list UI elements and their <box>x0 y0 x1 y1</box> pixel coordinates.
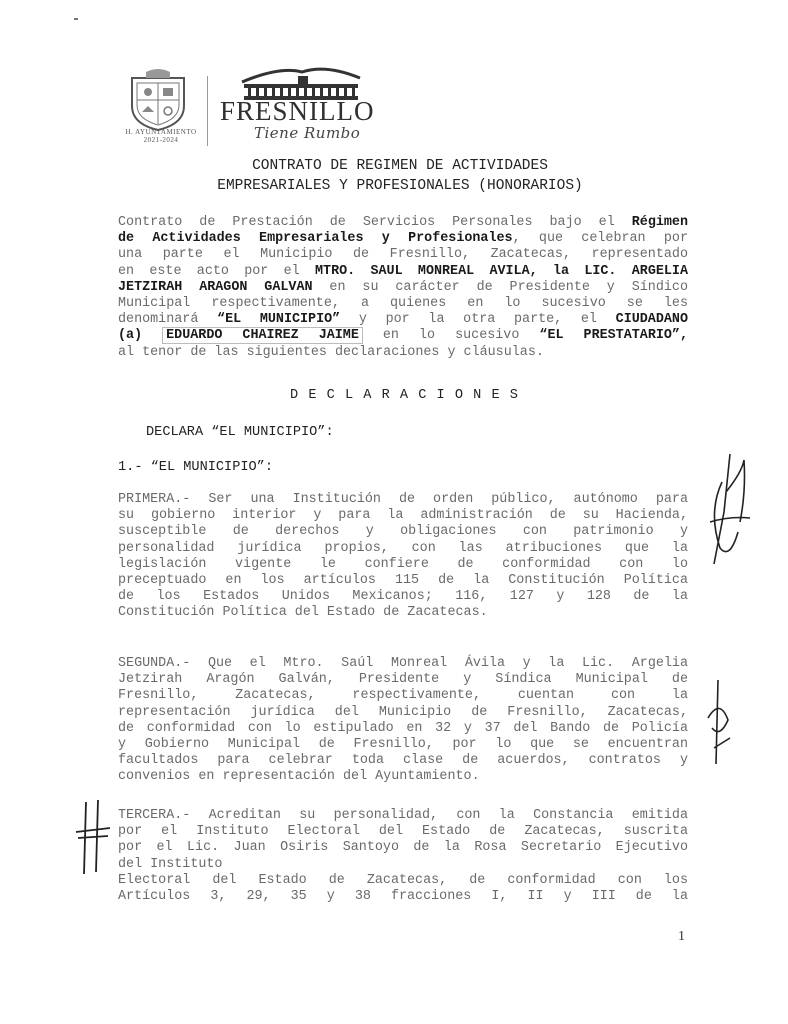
intro-text: en lo sucesivo <box>362 328 540 344</box>
document-title-line2: EMPRESARIALES Y PROFESIONALES (HONORARIOS) <box>217 178 583 194</box>
brand-name: FRESNILLO <box>220 96 375 126</box>
brand-tagline: Tiene Rumbo <box>254 124 361 142</box>
signature-initials-icon <box>74 798 114 878</box>
section-heading: 1.- “EL MUNICIPIO”: <box>118 460 273 475</box>
clause-tercera <box>118 808 688 905</box>
clause-line: personalidad jurídica propios, con las atribuciones que la <box>118 540 688 556</box>
header-divider <box>207 76 208 146</box>
clause-line: de conformidad con lo estipulado en 32 y 37 del Bando de Policía <box>118 720 688 736</box>
signature-initials-icon <box>700 452 756 570</box>
intro-line <box>118 231 688 247</box>
clause-line: facultados para celebrar toda clase de acuerdos, contratos y <box>118 753 688 769</box>
intro-text: , que celebran por <box>512 231 688 247</box>
intro-bold: de Actividades Empresariales y Profesionales <box>118 231 513 247</box>
clause-line: convenios en representación del Ayuntamiento. <box>118 769 480 785</box>
intro-bold: (a) <box>118 328 143 344</box>
intro-line: al tenor de las siguientes declaraciones y cláusulas. <box>118 344 544 360</box>
seal-caption: H. AYUNTAMIENTO 2021-2024 <box>125 128 197 144</box>
declara-heading: DECLARA “EL MUNICIPIO”: <box>146 425 334 440</box>
intro-text: en este acto por el <box>118 263 315 279</box>
clause-line: representación jurídica del Municipio de Fresnillo, Zacatecas, <box>118 704 688 720</box>
clause-line: Electoral del Estado de Zacatecas, de conformidad con los <box>118 872 688 888</box>
intro-bold: “EL PRESTATARIO”, <box>539 328 689 344</box>
prestatario-name: EDUARDO CHAIREZ JAIME <box>162 327 363 344</box>
intro-line <box>118 264 688 280</box>
intro-line: Municipal respectivamente, a quienes en lo sucesivo se les <box>118 295 688 311</box>
clause-segunda <box>118 656 688 786</box>
intro-line <box>118 312 688 328</box>
clause-line: su gobierno interior y para la administración de su Hacienda, <box>118 508 688 524</box>
page-number: 1 <box>678 929 685 944</box>
declaraciones-heading: D E C L A R A C I O N E S <box>290 388 519 403</box>
clause-primera <box>118 492 688 622</box>
intro-text: y por la otra parte, el <box>340 312 616 328</box>
intro-text: denominará <box>118 312 218 328</box>
clause-line: por el Instituto Electoral del Estado de Zacatecas, suscrita <box>118 824 688 840</box>
scan-speck <box>74 18 78 20</box>
document-title-line1: CONTRATO DE REGIMEN DE ACTIVIDADES <box>252 158 548 174</box>
clause-line: y Gobierno Municipal de Fresnillo, por lo que se encuentran <box>118 736 688 752</box>
signature-initials-icon <box>700 678 740 768</box>
clause-line: SEGUNDA.- Que el Mtro. Saúl Monreal Ávila y la Lic. Argelia <box>118 656 688 671</box>
intro-bold: “EL MUNICIPIO” <box>217 312 341 328</box>
intro-paragraph <box>118 215 688 361</box>
intro-line <box>118 280 688 296</box>
intro-line <box>118 215 688 231</box>
clause-line: susceptible de derechos y obligaciones con patrimonio y <box>118 524 688 540</box>
clause-line: Fresnillo, Zacatecas, respectivamente, cuentan con la <box>118 688 688 704</box>
clause-line: TERCERA.- Acreditan su personalidad, con la Constancia emitida <box>118 808 688 823</box>
clause-line: de los Estados Unidos Mexicanos; 116, 127 y 128 de la <box>118 589 688 605</box>
intro-line <box>118 328 688 344</box>
clause-line: PRIMERA.- Ser una Institución de orden público, autónomo para <box>118 492 688 507</box>
clause-line: Jetzirah Aragón Galván, Presidente y Síndica Municipal de <box>118 672 688 688</box>
intro-text: Contrato de Prestación de Servicios Personales bajo el <box>118 215 632 230</box>
clause-line: preceptuado en los artículos 115 de la Constitución Política <box>118 572 688 588</box>
intro-bold: Régimen <box>631 215 688 230</box>
intro-bold: JETZIRAH ARAGON GALVAN <box>118 279 313 295</box>
intro-text: en su carácter de Presidente y Síndico <box>312 279 688 295</box>
clause-line: Constitución Política del Estado de Zacatecas. <box>118 605 488 621</box>
intro-bold: MTRO. SAUL MONREAL AVILA, la LIC. ARGELIA <box>315 263 688 279</box>
clause-line: del Instituto <box>118 856 223 872</box>
intro-bold: CIUDADANO <box>615 312 688 328</box>
clause-line: por el Lic. Juan Osiris Santoyo de la Rosa Secretario Ejecutivo <box>118 840 688 856</box>
clause-line: legislación vigente le confiere de conformidad con lo <box>118 556 688 572</box>
municipal-seal-icon <box>126 68 190 132</box>
clause-line: Artículos 3, 29, 35 y 38 fracciones I, II y III de la <box>118 888 688 904</box>
intro-line: una parte el Municipio de Fresnillo, Zacatecas, representado <box>118 247 688 263</box>
